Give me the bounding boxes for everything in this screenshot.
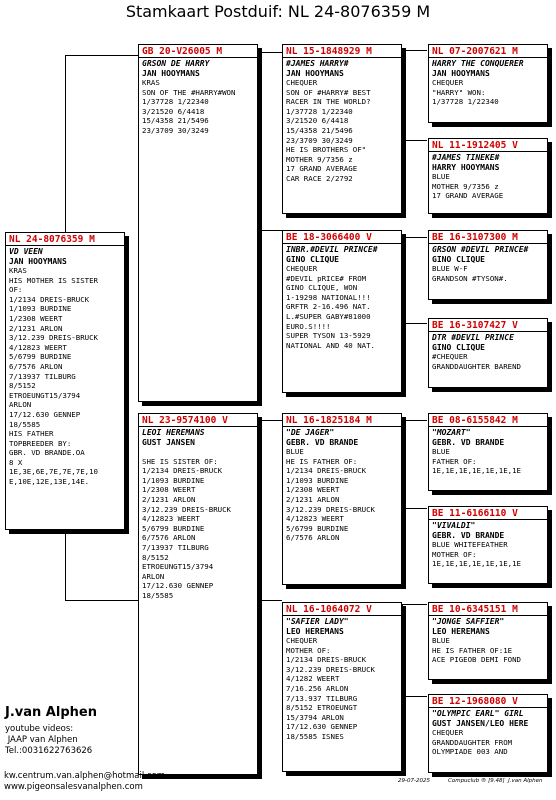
connector-line	[402, 50, 403, 140]
info-line: L.#SUPER GABY#81000	[286, 311, 371, 321]
dam-dam-card	[282, 602, 402, 772]
info-line: 6/7576 ARLON	[142, 533, 196, 543]
breeder-phone: Tel.:0031622763626	[5, 746, 93, 756]
info-line: 3/21520 6/4418	[286, 116, 349, 126]
info-line: 15/4358 21/5496	[142, 116, 209, 126]
info-line: 1-19298 NATIONAL!!!	[286, 292, 371, 302]
info-line: FATHER OF:	[432, 456, 477, 466]
info-line: SUPER TYSON 13-5929	[286, 331, 371, 341]
pigeon-name: INBR.#DEVIL PRINCE#	[286, 245, 378, 254]
info-line: 3/12.239 DREIS-BRUCK	[142, 504, 231, 514]
info-line: 4/1282 WEERT	[286, 674, 340, 684]
info-line: 3/12.239 DREIS-BRUCK	[286, 664, 375, 674]
info-line: 23/3709 30/3249	[286, 135, 353, 145]
connector-line	[65, 530, 66, 600]
info-line: CHEQUER	[286, 636, 318, 645]
connector-line	[402, 508, 427, 509]
connector-line	[257, 600, 282, 601]
ring-number: BE 10-6345151 M	[429, 604, 547, 616]
info-line: 15/4358 21/5496	[286, 125, 353, 135]
info-line: GRANDSON #TYSON#.	[432, 273, 508, 283]
pigeon-name: "VIVALDI"	[432, 521, 476, 530]
info-line: 7/13937 TILBURG	[9, 371, 76, 381]
owner-name: GUST JANSEN/LEO HERE	[432, 718, 529, 728]
info-line: KRAS	[142, 78, 160, 87]
ring-number: BE 18-3066400 V	[283, 232, 401, 244]
pigeon-name: "JONGE SAFFIER"	[432, 617, 505, 626]
info-line: CHEQUER	[432, 78, 464, 87]
connector-line	[402, 323, 427, 324]
ring-number: NL 16-1825184 M	[283, 415, 401, 427]
owner-name: GINO CLIQUE	[432, 254, 485, 264]
footer-date: 29-07-2025	[398, 778, 430, 784]
dam-dam-sire-card	[428, 602, 548, 680]
sire-dam-sire-card	[428, 230, 548, 300]
page-title: Stamkaart Postduif: NL 24-8076359 M	[125, 2, 431, 21]
info-line: BLUE	[432, 636, 450, 645]
dam-card	[138, 413, 258, 775]
connector-line	[65, 600, 138, 601]
info-line: ETROEUNGT15/3794	[9, 390, 81, 400]
info-line: CHEQUER	[286, 78, 318, 87]
info-line: MOTHER OF:	[432, 549, 477, 559]
info-line: 1/2134 DREIS-BRUCK	[9, 294, 90, 304]
sire-sire-sire-card	[428, 44, 548, 123]
owner-name: LEO HEREMANS	[286, 626, 344, 636]
footer-email[interactable]: kw.centrum.van.alphen@hotmail.com	[4, 771, 166, 781]
info-line: 1/2134 DREIS-BRUCK	[142, 466, 223, 476]
connector-line	[402, 420, 427, 421]
owner-name: JAN HOOYMANS	[9, 256, 67, 266]
info-line: CHEQUER	[286, 264, 318, 273]
connector-line	[402, 140, 427, 141]
info-line: HE IS FATHER OF:	[286, 456, 358, 466]
info-line: OF:	[9, 285, 23, 295]
info-line: 2/1231 ARLON	[142, 494, 196, 504]
info-line: 3/21520 6/4418	[142, 106, 205, 116]
info-line: #DEVIL pRICE# FROM	[286, 273, 367, 283]
connector-line	[65, 55, 138, 56]
info-line: 17/12.630 GENNEP	[9, 409, 81, 419]
info-line: BLUE	[432, 447, 450, 456]
connector-line	[402, 50, 427, 51]
connector-line	[257, 230, 282, 231]
dam-sire-sire-card	[428, 413, 548, 491]
connector-line	[65, 55, 66, 235]
info-line: 1/37728 1/22340	[142, 97, 209, 107]
info-line: 1/1093 BURDINE	[9, 304, 72, 314]
info-line: 7/16.256 ARLON	[286, 683, 349, 693]
info-line: 4/12823 WEERT	[286, 514, 344, 524]
sire-dam-card	[282, 230, 402, 393]
info-line: #CHEQUER	[432, 352, 468, 361]
info-line: 1E,3E,6E,7E,7E,7E,10	[9, 467, 98, 477]
pigeon-name: DTR #DEVIL PRINCE	[432, 333, 514, 342]
info-line: HE IS BROTHERS OF"	[286, 145, 367, 155]
info-line: 8/5152	[142, 552, 169, 562]
footer-software: Compuclub ® [9.48] J.van Alphen	[448, 778, 543, 784]
ring-number: NL 23-9574100 V	[139, 415, 257, 427]
info-line: 7/13.937 TILBURG	[286, 693, 358, 703]
info-line: 1/2308 WEERT	[9, 313, 63, 323]
info-line: 18/5585	[142, 590, 174, 600]
footer-website[interactable]: www.pigeonsalesvanalphen.com	[4, 782, 143, 792]
ring-number: BE 16-3107427 V	[429, 320, 547, 332]
ring-number: NL 07-2007621 M	[429, 46, 547, 58]
pigeon-name: "DE JAGER"	[286, 428, 335, 437]
connector-line	[402, 420, 403, 508]
info-line: 23/3709 30/3249	[142, 125, 209, 135]
info-line: 6/7576 ARLON	[9, 361, 63, 371]
info-line: CAR RACE 2/2792	[286, 173, 353, 183]
info-line: 4/12823 WEERT	[9, 342, 67, 352]
info-line: KRAS	[9, 266, 27, 275]
pigeon-name: "SAFIER LADY"	[286, 617, 349, 626]
sire-sire-dam-card	[428, 138, 548, 214]
ring-number: NL 24-8076359 M	[6, 234, 124, 246]
info-line: HIS MOTHER IS SISTER	[9, 275, 98, 285]
info-line: EURO.S!!!!	[286, 321, 331, 331]
pigeon-name: GRSON DE HARRY	[142, 59, 210, 68]
info-line: BLUE	[432, 172, 450, 181]
main-pigeon-card	[5, 232, 125, 530]
connector-line	[402, 696, 427, 697]
info-line: GINO CLIQUE, WON	[286, 283, 358, 293]
info-line: OLYMPIADE 003 AND	[432, 747, 508, 757]
breeder-name: J.van Alphen	[5, 705, 97, 720]
sire-dam-dam-card	[428, 318, 548, 388]
owner-name: GEBR. VD BRANDE	[286, 437, 359, 447]
connector-line	[402, 604, 403, 696]
info-line: 1/2134 DREIS-BRUCK	[286, 466, 367, 476]
info-line: TOPBREEDER BY:	[9, 438, 72, 448]
info-line: 7/13937 TILBURG	[142, 542, 209, 552]
owner-name: GINO CLIQUE	[286, 254, 339, 264]
info-line: MOTHER 9/7356 z	[432, 181, 499, 191]
ring-number: NL 16-1064072 V	[283, 604, 401, 616]
pigeon-name: #JAMES HARRY#	[286, 59, 349, 68]
owner-name: LEO HEREMANS	[432, 626, 490, 636]
info-line: GRFTR 2-16.496 NAT.	[286, 302, 371, 312]
pigeon-name: #JAMES TINEKE#	[432, 153, 500, 162]
connector-line	[257, 52, 282, 53]
ring-number: BE 11-6166110 V	[429, 508, 547, 520]
info-line: SON OF THE #HARRY#WON	[142, 87, 236, 97]
info-line: 5/6799 BURDINE	[9, 352, 72, 362]
connector-line	[402, 237, 427, 238]
info-line: 5/6799 BURDINE	[286, 523, 349, 533]
info-line: BLUE WHITEFEATHER	[432, 540, 508, 549]
owner-name: GUST JANSEN	[142, 437, 195, 447]
info-line: 3/12.239 DREIS-BRUCK	[9, 333, 98, 343]
info-line: HE IS FATHER OF:1E	[432, 645, 513, 655]
connector-line	[257, 420, 282, 421]
info-line: 8 X	[9, 457, 23, 467]
owner-name: GEBR. VD BRANDE	[432, 530, 505, 540]
connector-line	[402, 604, 427, 605]
pigeon-name: GRSON #DEVIL PRINCE#	[432, 245, 529, 254]
info-line: SHE IS SISTER OF:	[142, 456, 218, 466]
pigeon-name: "OLYMPIC EARL" GIRL	[432, 709, 524, 718]
info-line: 1E,1E,1E,1E,1E,1E,1E	[432, 559, 521, 569]
info-line: 17 GRAND AVERAGE	[432, 191, 504, 201]
dam-dam-dam-card	[428, 694, 548, 773]
breeder-videos: youtube videos:	[5, 724, 74, 734]
breeder-contact: JAAP van Alphen	[5, 735, 78, 745]
info-line: CHEQUER	[432, 728, 464, 737]
info-line: "HARRY" WON:	[432, 87, 486, 97]
connector-line	[402, 237, 403, 323]
pigeon-name: LEOI HEREMANS	[142, 428, 205, 437]
info-line: 1E,1E,1E,1E,1E,1E,1E	[432, 466, 521, 476]
info-line: MOTHER 9/7356 z	[286, 154, 353, 164]
ring-number: NL 11-1912405 V	[429, 140, 547, 152]
info-line: 3/12.239 DREIS-BRUCK	[286, 504, 375, 514]
info-line: NATIONAL AND 40 NAT.	[286, 340, 375, 350]
sire-sire-card	[282, 44, 402, 214]
ring-number: GB 20-V26005 M	[139, 46, 257, 58]
pigeon-name: HARRY THE CONQUERER	[432, 59, 524, 68]
info-line: SON OF #HARRY# BEST	[286, 87, 371, 97]
info-line: MOTHER OF:	[286, 645, 331, 655]
info-line: BLUE	[286, 447, 304, 456]
info-line: 1/2308 WEERT	[142, 485, 196, 495]
ring-number: NL 15-1848929 M	[283, 46, 401, 58]
info-line: RACER IN THE WORLD?	[286, 97, 371, 107]
info-line: ARLON	[142, 571, 165, 581]
info-line: GRANDDAUGHTER FROM	[432, 737, 513, 747]
ring-number: BE 08-6155842 M	[429, 415, 547, 427]
owner-name: JAN HOOYMANS	[286, 68, 344, 78]
owner-name: JAN HOOYMANS	[432, 68, 490, 78]
info-line: HIS FATHER	[9, 429, 54, 439]
owner-name: GEBR. VD BRANDE	[432, 437, 505, 447]
info-line: ACE PIGEOB DEMI FOND	[432, 655, 521, 665]
info-line	[142, 447, 254, 457]
info-line: ARLON	[9, 400, 32, 410]
info-line: 5/6799 BURDINE	[142, 523, 205, 533]
info-line: 18/5585 ISNES	[286, 731, 344, 741]
info-line: 17/12.630 GENNEP	[286, 722, 358, 732]
info-line: GRANDDAUGHTER BAREND	[432, 361, 521, 371]
pigeon-name: "MOZART"	[432, 428, 471, 437]
info-line: 15/3794 ARLON	[286, 712, 344, 722]
info-line: 18/5585	[9, 419, 41, 429]
info-line: BLUE W-F	[432, 264, 468, 273]
sire-card	[138, 44, 258, 402]
info-line: 8/5152	[9, 381, 36, 391]
owner-name: GINO CLIQUE	[432, 342, 485, 352]
info-line: 2/1231 ARLON	[286, 494, 340, 504]
owner-name: HARRY HOOYMANS	[432, 162, 500, 172]
owner-name: JAN HOOYMANS	[142, 68, 200, 78]
info-line: 1/1093 BURDINE	[142, 475, 205, 485]
ring-number: BE 12-1968080 V	[429, 696, 547, 708]
info-line: GBR. VD BRANDE.OA	[9, 448, 85, 458]
info-line: 17/12.630 GENNEP	[142, 581, 214, 591]
info-line: E,10E,12E,13E,14E.	[9, 477, 90, 487]
dam-sire-dam-card	[428, 506, 548, 584]
info-line: 6/7576 ARLON	[286, 533, 340, 543]
info-line: 17 GRAND AVERAGE	[286, 164, 358, 174]
info-line: ETROEUNGT15/3794	[142, 562, 214, 572]
pigeon-name: VD VEEN	[9, 247, 43, 256]
info-line: 1/37728 1/22340	[432, 97, 499, 107]
info-line: 1/2134 DREIS-BRUCK	[286, 655, 367, 665]
info-line: 4/12823 WEERT	[142, 514, 200, 524]
info-line: 1/1093 BURDINE	[286, 475, 349, 485]
ring-number: BE 16-3107300 M	[429, 232, 547, 244]
dam-sire-card	[282, 413, 402, 585]
info-line: 8/5152 ETROEUNGT	[286, 703, 358, 713]
info-line: 1/2308 WEERT	[286, 485, 340, 495]
info-line: 2/1231 ARLON	[9, 323, 63, 333]
info-line: 1/37728 1/22340	[286, 106, 353, 116]
